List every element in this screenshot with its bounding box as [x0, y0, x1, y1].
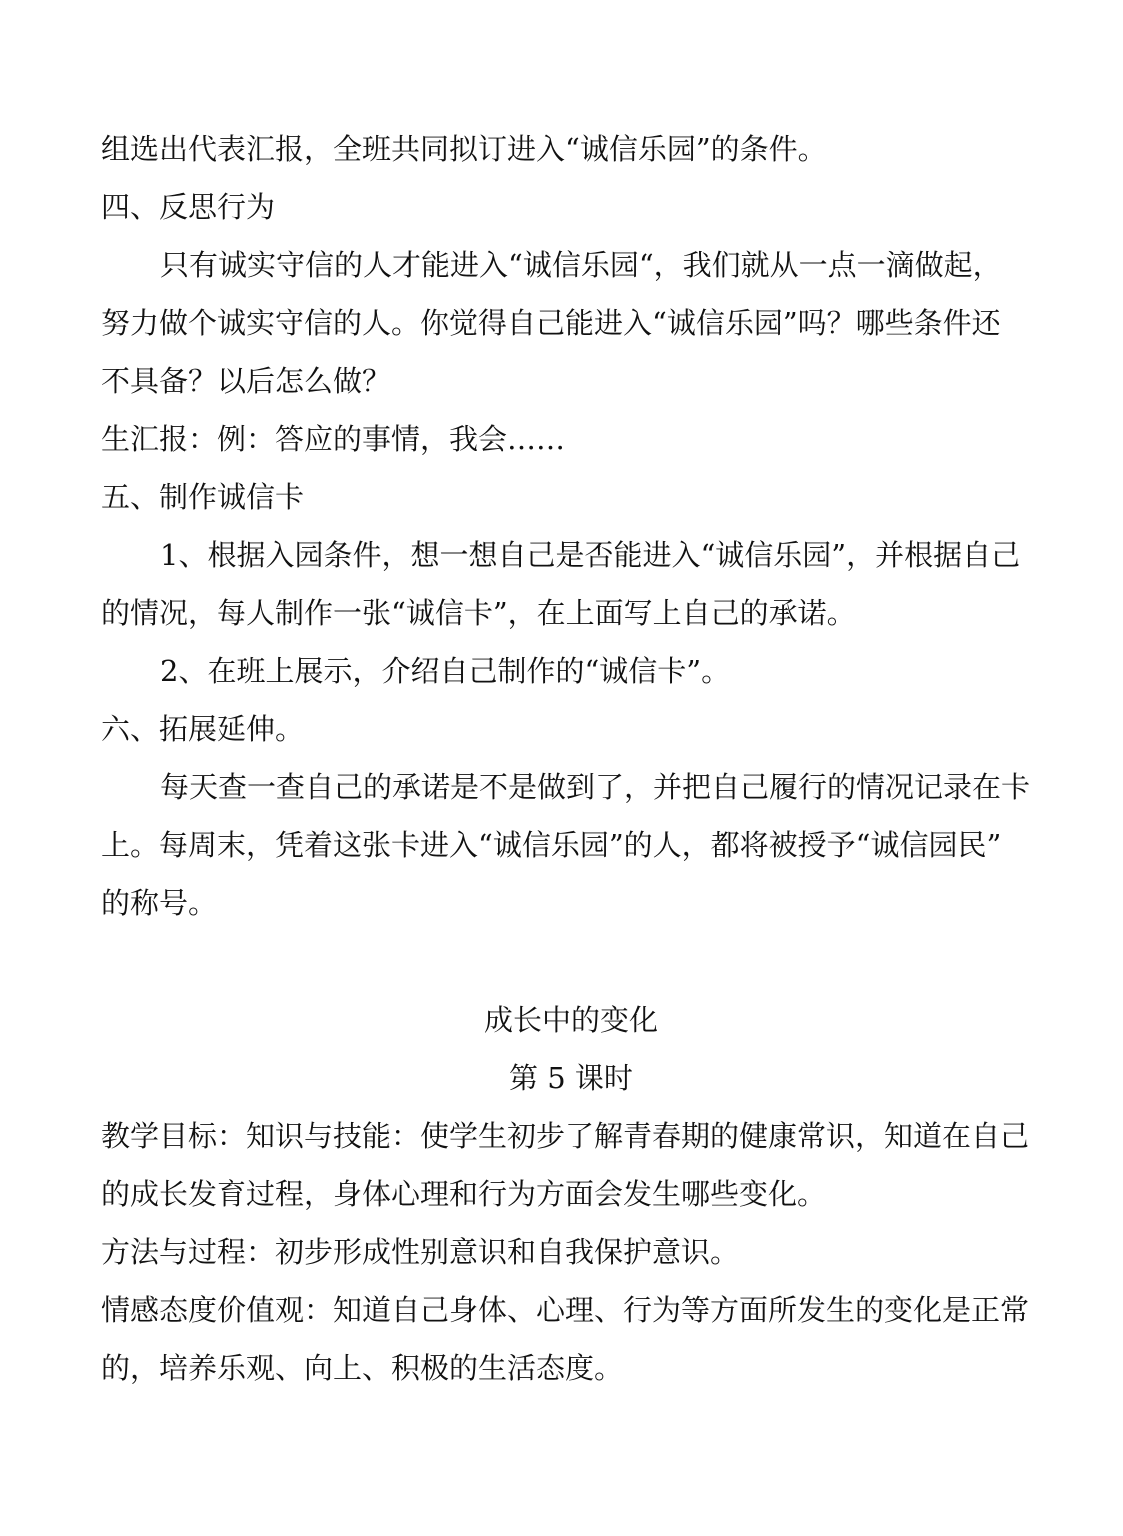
paragraph-line: 生汇报：例：答应的事情，我会…… [101, 422, 566, 456]
paragraph-line: 只有诚实守信的人才能进入“诚信乐园“，我们就从一点一滴做起， [160, 248, 1002, 282]
objective-line: 的，培养乐观、向上、积极的生活态度。 [101, 1351, 624, 1385]
section-heading: 四、反思行为 [101, 190, 276, 224]
lesson-title: 成长中的变化 [483, 1003, 658, 1037]
objective-line: 教学目标：知识与技能：使学生初步了解青春期的健康常识，知道在自己 [101, 1119, 1030, 1153]
paragraph-line: 努力做个诚实守信的人。你觉得自己能进入“诚信乐园”吗？哪些条件还 [101, 306, 1001, 340]
section-heading: 六、拓展延伸。 [101, 712, 305, 746]
section-heading: 五、制作诚信卡 [101, 480, 305, 514]
paragraph-line: 组选出代表汇报，全班共同拟订进入“诚信乐园”的条件。 [101, 132, 827, 166]
paragraph-line: 上。每周末，凭着这张卡进入“诚信乐园”的人，都将被授予“诚信园民” [101, 828, 1002, 862]
paragraph-line: 的情况，每人制作一张“诚信卡”，在上面写上自己的承诺。 [101, 596, 856, 630]
paragraph-line: 2、在班上展示，介绍自己制作的“诚信卡”。 [160, 654, 731, 688]
paragraph-line: 每天查一查自己的承诺是不是做到了，并把自己履行的情况记录在卡 [160, 770, 1031, 804]
lesson-number: 第 5 课时 [509, 1061, 633, 1095]
paragraph-line: 1、根据入园条件，想一想自己是否能进入“诚信乐园”，并根据自己 [160, 538, 1021, 572]
paragraph-line: 不具备？以后怎么做？ [101, 364, 392, 398]
objective-line: 方法与过程：初步形成性别意识和自我保护意识。 [101, 1235, 740, 1269]
objective-line: 的成长发育过程，身体心理和行为方面会发生哪些变化。 [101, 1177, 827, 1211]
paragraph-line: 的称号。 [101, 886, 218, 920]
objective-line: 情感态度价值观：知道自己身体、心理、行为等方面所发生的变化是正常 [101, 1293, 1030, 1327]
